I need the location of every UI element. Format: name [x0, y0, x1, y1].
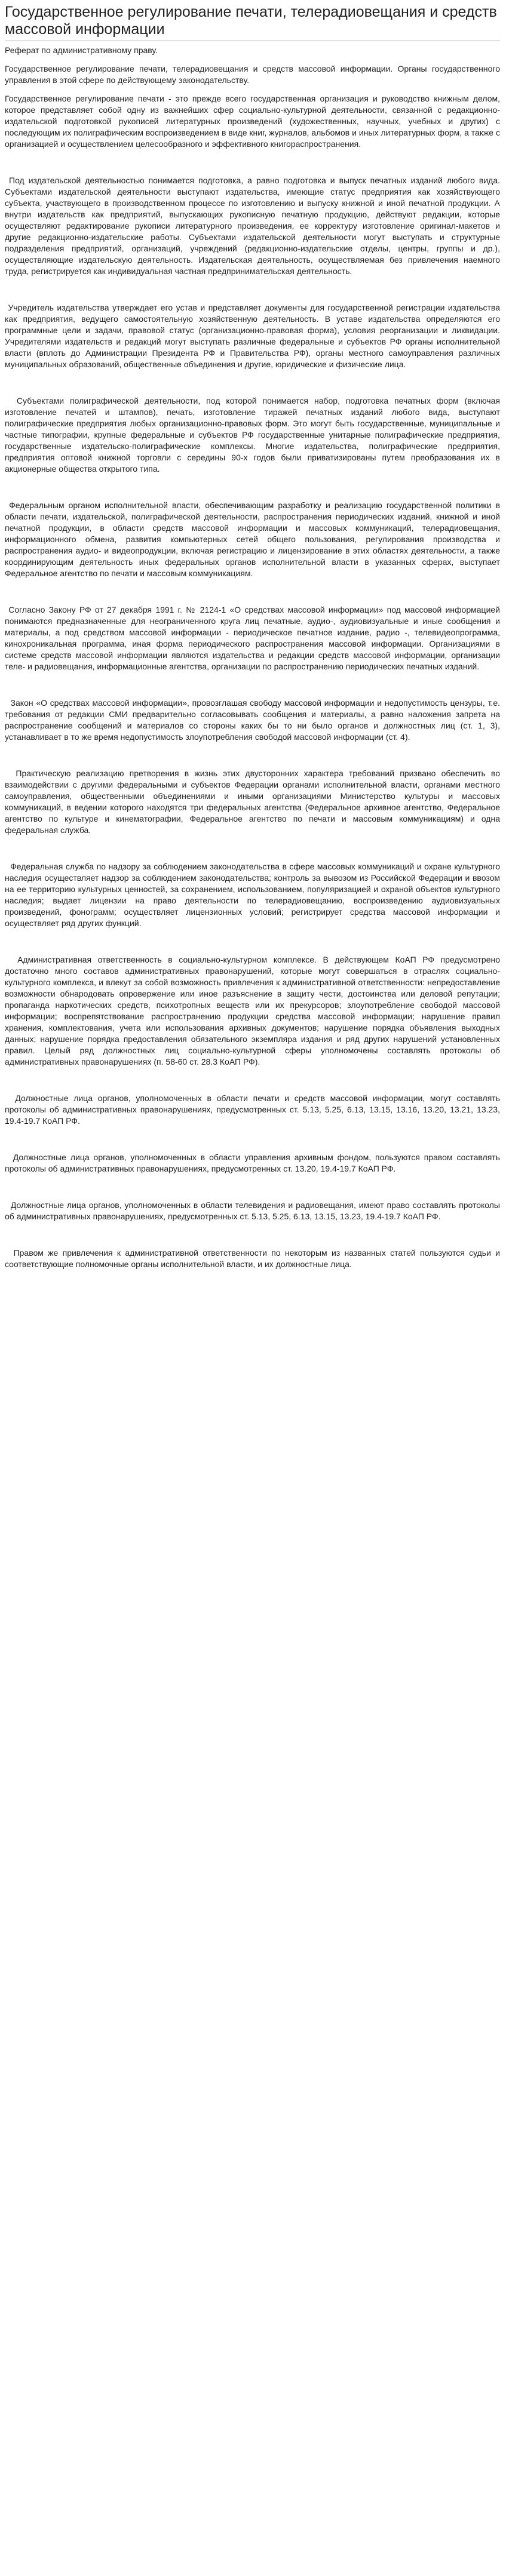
- paragraph-judges: Правом же привлечения к административной ответственности по некоторым из названных статей пользуются судьи и соответствующие полномочные органы исполнительной власти, и их должностные лица.: [5, 1248, 502, 1269]
- paragraph-press-regulation: Государственное регулирование печати - это прежде всего государственная организация и руководство книжным делом, которое представляет собой одну из важнейших сфер социально-культурной деятельности, связанной с редакционно-издательской подготовкой рукописей литературных произведений (художественных, научных, учебных и других) с последующим их полиграфическим воспроизведением в виде книг, журналов, альбомов и иных литературных форм, а также с организацией и осуществлением целесообразного и эффективного книгораспространения.: [5, 94, 502, 149]
- paragraph-ministry-culture: Практическую реализацию претворения в жизнь этих двусторонних характера требований призвано обеспечить во взаимодействии с другими федеральными и субъектов Федерации органами исполнительной власти, органами местного самоуправления, общественными объединениями и иными организациями Министерство культуры и массовых коммуникаций, в ведении которого находятся три федеральных агентства (Федеральное архивное агентство, Федеральное агентство по культуре и кинематографии, Федеральное агентство по печати и массовым коммуникациям) и одна федеральная служба.: [5, 769, 502, 835]
- page-subtitle: Реферат по административному праву.: [5, 45, 158, 55]
- paragraph-broadcast-officials: Должностные лица органов, уполномоченных в области телевидения и радиовещания, имеют право составлять протоколы об административных правонарушениях, предусмотренных ст. 5.13, 5.25, 6.13, 13.15, 13.23, 19.4-19.7 КоАП РФ.: [5, 1200, 502, 1221]
- paragraph-publishing-activity: Под издательской деятельностью понимается подготовка, а равно подготовка и выпуск печатных изданий любого вида. Субъектами издательской деятельности выступают издательства, имеющие статус предприятия как хозяйствующего субъекта, участвующего в производственном процессе по изготовлению и выпуску книжной и иной печатной продукции. А внутри издательств как предприятий, выпускающих рукописную печатную продукцию, действуют редакции, которые осуществляют редактирование рукописи литературного произведения, ее корректуру изготовление оригинал-макетов и другие редакционно-издательские работы. Субъектами издательской деятельности могут выступать и структурные подразделения предприятий, организаций, учреждений (редакционно-издательские отделы, центры, группы и др.), осуществляющие издательскую деятельность. Издательская деятельность, осуществляемая без привлечения наемного труда, регистрируется как индивидуальная частная предпринимательская деятельность.: [5, 176, 502, 276]
- paragraph-mass-media-law: Согласно Закону РФ от 27 декабря 1991 г. № 2124-1 «О средствах массовой информации» под массовой информацией понимаются предназначенные для неограниченного круга лиц печатные, аудио-, аудиовизуальные и иные сообщения и материалы, а под средством массовой информации - периодическое печатное издание, радио -, телевидеопрограмма, кинохроникальная программа, иная форма периодического распространения массовой информации. Организациями в системе средств массовой информации являются издательства и редакции средств массовой информации, организации теле- и радиовещания, информационные агентства, организации по распространению периодических печатных изданий.: [5, 605, 502, 671]
- paragraph-archive-officials: Должностные лица органов, уполномоченных в области управления архивным фондом, пользуются правом составлять протоколы об административных правонарушениях, предусмотренных ст. 13.20, 19.4-19.7 КоАП РФ.: [5, 1152, 502, 1173]
- paragraph-founders: Учредитель издательства утверждает его устав и представляет документы для государственной регистрации издательства как предприятия, ведущего самостоятельную хозяйственную деятельность. В уставе издательства определяются его программные цели и задачи, правовой статус (организационно-правовая форма), условия реорганизации и ликвидации. Учредителями издательств и редакций могут выступать различные федеральные и субъектов РФ органы исполнительной власти (вплоть до Администрации Президента РФ и Правительства РФ), органы местного самоуправления различных муниципальных образований, общественные объединения и другие, юридические и физические лица.: [5, 303, 502, 369]
- document-body: [5, 63, 500, 1270]
- paragraph-intro: Государственное регулирование печати, телерадиовещания и средств массовой информации. Органы государственного управления в этой сфере по действующему законодательству.: [5, 64, 502, 85]
- paragraph-polygraphic-activity: Субъектами полиграфической деятельности, под которой понимается набор, подготовка печатных форм (включая изготовление печатей и штампов), печать, изготовление тиражей печатных изданий любого вида, выступают полиграфические предприятия любых организационно-правовых форм. Это могут быть государственные, муниципальные и частные типографии, крупные федеральные и субъектов РФ государственные унитарные полиграфические предприятия, государственные издательско-полиграфические комплексы. Многие издательства, полиграфические предприятия, предприятия оптовой книжной торговли с середины 90-х годов были приватизированы путем преобразования их в акционерные общества открытого типа.: [5, 396, 502, 474]
- page-title: Государственное регулирование печати, телерадиовещания и средств массовой информации: [5, 4, 500, 41]
- paragraph-censorship: Закон «О средствах массовой информации», провозглашая свободу массовой информации и недопустимость цензуры, т.е. требования от редакции СМИ предварительно согласовывать сообщения и материалы, а равно наложения запрета на распространение сообщений и материалов со стороны каких бы то ни было органов и должностных лиц (ст. 1, 3), устанавливает в то же время недопустимость злоупотребления свободой массовой информации (ст. 4).: [5, 698, 502, 742]
- paragraph-federal-agency: Федеральным органом исполнительной власти, обеспечивающим разработку и реализацию государственной политики в области печати, издательской, полиграфической деятельности, распространения периодических изданий, книжной и иной печатной продукции, в области средств массовой информации и массовых коммуникаций, телерадиовещания, информационного обмена, развития компьютерных сетей общего пользования, регулирования производства и распространения аудио- и видеопродукции, включая регистрацию и лицензирование в этих областях деятельности, а также координирующим деятельность иных федеральных органов исполнительной власти в указанных сферах, выступает Федеральное агентство по печати и массовым коммуникациям.: [5, 500, 502, 578]
- paragraph-supervision-service: Федеральная служба по надзору за соблюдением законодательства в сфере массовых коммуникаций и охране культурного наследия осуществляет надзор за соблюдением законодательства; контроль за вывозом из Российской Федерации и ввозом на ее территорию культурных ценностей, за сохранением, использованием, популяризацией и охраной объектов культурного наследия; выдает лицензии на право деятельности по телерадиовещанию, воспроизведению аудиовизуальных произведений, фонограмм; осуществляет лицензионных условий; регистрирует средства массовой информации и осуществляет ряд других функций.: [5, 862, 502, 928]
- paragraph-administrative-responsibility: Административная ответственность в социально-культурном комплексе. В действующем КоАП РФ предусмотрено достаточно много составов административных правонарушений, которые могут совершаться в отраслях социально-культурного комплекса, и влекут за собой возможность привлечения к административной ответственности: непредоставление возможности обнародовать опровержение или иное разъяснение в защиту чести, достоинства или деловой репутации; пропаганда наркотических средств, психотропных веществ или их прекурсоров; злоупотребление свободой массовой информации; воспрепятствование распространению продукции средства массовой информации; нарушение правил хранения, комплектования, учета или использования архивных документов; нарушение порядка объявления выходных данных; нарушение порядка предоставления обязательного экземпляра издания и ряд других нарушений установленных правил. Целый ряд должностных лиц социально-культурной сферы уполномочены составлять протоколы об административных правонарушениях (п. 58-60 ст. 28.3 КоАП РФ).: [5, 955, 502, 1066]
- paragraph-press-officials: Должностные лица органов, уполномоченных в области печати и средств массовой информации, могут составлять протоколы об административных правонарушениях, предусмотренных ст. 5.13, 5.25, 6.13, 13.15, 13.16, 13.20, 13.21, 13.23, 19.4-19.7 КоАП РФ.: [5, 1093, 502, 1126]
- document-page: [0, 0, 506, 1282]
